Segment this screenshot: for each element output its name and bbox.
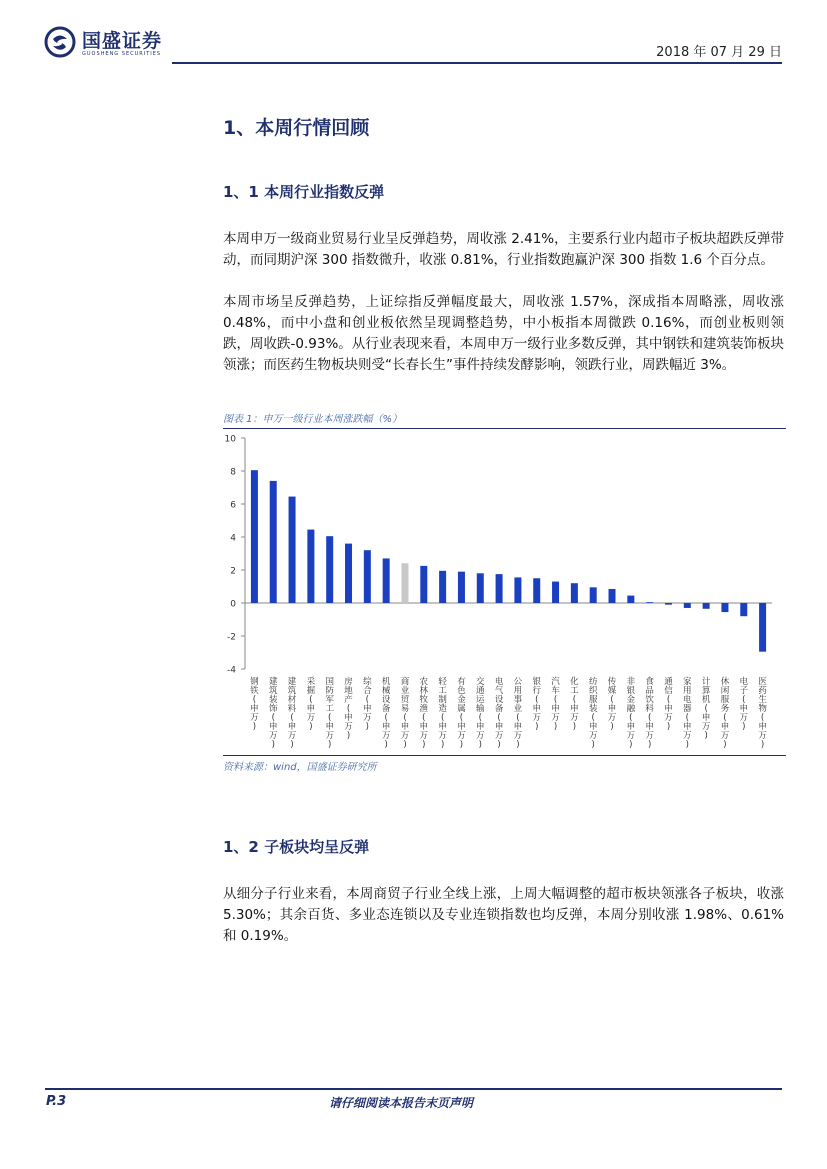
disclaimer-note: 请仔细阅读本报告末页声明 bbox=[329, 1096, 474, 1110]
x-category-label: 通信(申万) bbox=[664, 677, 673, 732]
bar bbox=[345, 544, 352, 603]
x-category-label: 化工(申万) bbox=[570, 677, 579, 732]
bar bbox=[759, 603, 766, 652]
x-category-label: 采掘(申万) bbox=[306, 677, 316, 732]
bar bbox=[439, 571, 446, 603]
y-tick-label: 8 bbox=[230, 467, 236, 478]
figure-bottom-rule bbox=[223, 755, 786, 756]
section-title-market-review: 1、本周行情回顾 bbox=[223, 117, 370, 139]
y-tick-label: 10 bbox=[224, 434, 236, 445]
bar bbox=[289, 497, 296, 603]
bar bbox=[665, 603, 672, 605]
x-category-label: 国防军工(申万) bbox=[325, 677, 334, 750]
bar bbox=[609, 589, 616, 603]
y-tick-label: 0 bbox=[230, 599, 236, 610]
y-tick-label: -2 bbox=[227, 632, 236, 643]
logo-text: 国盛证券 bbox=[82, 30, 163, 52]
x-category-label: 建筑装饰(申万) bbox=[268, 677, 278, 750]
company-logo bbox=[44, 24, 214, 64]
logo-mark-icon bbox=[44, 26, 76, 58]
bar bbox=[496, 574, 503, 603]
bar bbox=[684, 603, 691, 608]
bar bbox=[326, 536, 333, 603]
x-category-label: 食品饮料(申万) bbox=[645, 677, 654, 750]
x-category-label: 公用事业(申万) bbox=[513, 677, 523, 750]
paragraph-subsector-summary: 从细分子行业来看，本周商贸子行业全线上涨，上周大幅调整的超市板块领涨各子板块，收涨 5.30%；其余百货、多业态连锁以及专业连锁指数也均反弹，本周分别收涨 1.98%、0.61%和 0.19%。 bbox=[223, 886, 784, 944]
x-category-label: 休闲服务(申万) bbox=[720, 677, 730, 750]
bar bbox=[590, 587, 597, 603]
x-category-label: 非银金融(申万) bbox=[626, 677, 636, 750]
bar bbox=[383, 558, 390, 603]
x-category-label: 商业贸易(申万) bbox=[400, 677, 410, 750]
bar bbox=[552, 582, 559, 603]
logo-subtext: GUOSHENG SECURITIES bbox=[82, 51, 162, 57]
bar bbox=[251, 470, 258, 603]
bar bbox=[458, 572, 465, 603]
x-category-label: 机械设备(申万) bbox=[381, 677, 391, 750]
bar bbox=[721, 603, 728, 612]
section-title-subsector-rebound: 1、2 子板块均呈反弹 bbox=[223, 838, 370, 856]
bar bbox=[401, 563, 408, 603]
y-tick-label: 4 bbox=[230, 533, 236, 544]
paragraph-index-summary: 本周申万一级商业贸易行业呈反弹趋势，周收涨 2.41%，主要系行业内超市子板块超跌反弹带动，而同期沪深 300 指数微升，收涨 0.81%，行业指数跑赢沪深 300 指数 1.6 个百分点。 bbox=[223, 231, 784, 268]
y-tick-label: -4 bbox=[227, 665, 236, 676]
x-category-label: 医药生物(申万) bbox=[758, 677, 767, 750]
x-category-label: 电子(申万) bbox=[739, 677, 749, 732]
x-category-label: 计算机(申万) bbox=[701, 677, 711, 741]
bar bbox=[477, 573, 484, 603]
x-category-label: 纺织服装(申万) bbox=[588, 677, 598, 750]
x-category-label: 轻工制造(申万) bbox=[438, 677, 447, 750]
x-category-label: 房地产(申万) bbox=[344, 677, 353, 741]
x-category-label: 汽车(申万) bbox=[551, 677, 560, 732]
x-category-label: 有色金属(申万) bbox=[457, 677, 466, 750]
x-category-label: 钢铁(申万) bbox=[250, 677, 259, 732]
bar bbox=[627, 596, 634, 603]
footer-divider bbox=[45, 1088, 782, 1090]
x-category-label: 建筑材料(申万) bbox=[287, 677, 297, 750]
bar bbox=[740, 603, 747, 616]
y-tick-label: 6 bbox=[230, 500, 236, 511]
bar bbox=[420, 566, 427, 603]
y-tick-label: 2 bbox=[230, 566, 236, 577]
x-category-label: 电气设备(申万) bbox=[494, 677, 504, 750]
bar bbox=[571, 583, 578, 603]
figure-top-rule bbox=[223, 428, 786, 429]
bar bbox=[533, 578, 540, 603]
x-category-label: 家用电器(申万) bbox=[683, 677, 692, 750]
x-category-label: 传媒(申万) bbox=[607, 677, 617, 732]
x-category-label: 综合(申万) bbox=[363, 677, 372, 732]
bar bbox=[703, 603, 710, 609]
bar bbox=[364, 550, 371, 603]
bar bbox=[514, 577, 521, 603]
x-category-label: 交通运输(申万) bbox=[476, 677, 485, 750]
bar bbox=[646, 602, 653, 603]
page-number: P.3 bbox=[46, 1094, 67, 1109]
header-divider bbox=[172, 62, 782, 64]
bar bbox=[307, 530, 314, 603]
x-category-label: 银行(申万) bbox=[532, 677, 541, 732]
paragraph-market-summary: 本周市场呈反弹趋势，上证综指反弹幅度最大，周收涨 1.57%，深成指本周略涨，周收涨 0.48%，而中小盘和创业板依然呈现调整趋势，中小板指本周微跌 0.16%，而创业板则领跌，周收跌-0.93%。从行业表现来看，本周申万一级行业多数反弹，其中钢铁和建筑装饰板块领涨；而医药生物板块则受“长春长生”事件持续发酵影响，领跌行业，周跌幅近 3%。 bbox=[223, 294, 784, 373]
section-title-index-rebound: 1、1 本周行业指数反弹 bbox=[223, 183, 385, 201]
figure-caption: 图表 1：申万一级行业本周涨跌幅（%） bbox=[223, 414, 403, 425]
bar bbox=[270, 481, 277, 603]
x-category-label: 农林牧渔(申万) bbox=[419, 677, 429, 750]
report-date: 2018 年 07 月 29 日 bbox=[656, 45, 782, 60]
figure-source: 资料来源：wind，国盛证券研究所 bbox=[223, 762, 377, 773]
